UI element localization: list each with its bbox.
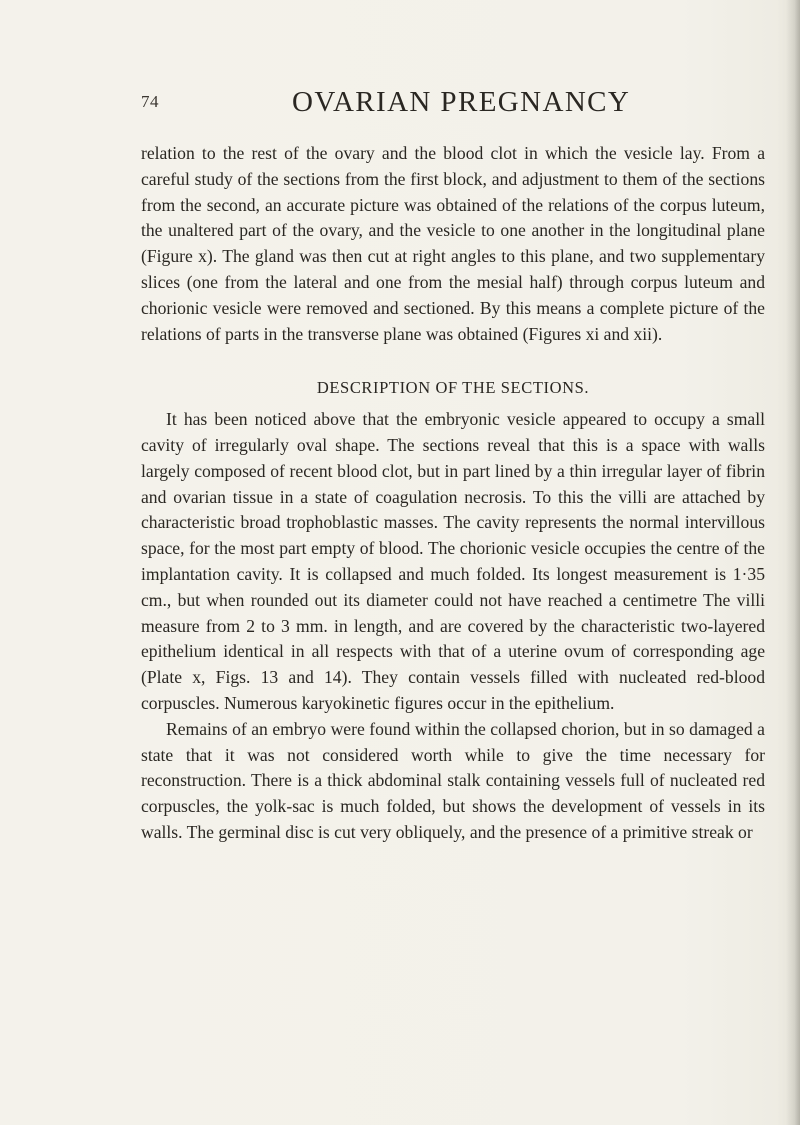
page-number: 74	[141, 92, 159, 111]
running-head-title: OVARIAN PREGNANCY	[292, 86, 631, 118]
page-header	[0, 86, 800, 126]
paragraph-continuation: relation to the rest of the ovary and the blood clot in which the vesicle lay. From a careful study of the sections from the first block, and adjustment to them of the sections from the second, an accurate picture was obtained of the relations of the corpus luteum, the unaltered part of the ovary, and the vesicle to one another in the longitudinal plane (Figure x). The gland was then cut at right angles to this plane, and two supplementary slices (one from the lateral and one from the mesial half) through corpus luteum and chorionic vesicle were removed and sectioned. By this means a complete picture of the relations of parts in the transverse plane was obtained (Figures xi and xii).	[141, 143, 765, 344]
paragraph-description: It has been noticed above that the embryonic vesicle appeared to occupy a small cavity of irregularly oval shape. The sections reveal that this is a space with walls largely composed of recent blood clot, but in part lined by a thin irregular layer of fibrin and ovarian tissue in a state of coagulation necrosis. To this the villi are attached by characteristic broad trophoblastic masses. The cavity represents the normal intervillous space, for the most part empty of blood. The chorionic vesicle occupies the centre of the implantation cavity. It is collapsed and much folded. Its longest measurement is 1·35 cm., but when rounded out its diameter could not have reached a centimetre The villi measure from 2 to 3 mm. in length, and are covered by the characteristic two-layered epithelium identical in all respects with that of a uterine ovum of corresponding age (Plate x, Figs. 13 and 14). They contain vessels filled with nucleated red-blood corpuscles. Numerous karyokinetic figures occur in the epithelium.	[141, 409, 765, 713]
paragraph-embryo-remains: Remains of an embryo were found within the collapsed chorion, but in so damaged a state that it was not considered worth while to give the time necessary for reconstruction. There is a thick abdominal stalk containing vessels full of nucleated red corpuscles, the yolk-sac is much folded, but shows the development of vessels in its walls. The germinal disc is cut very obliquely, and the presence of a primitive streak or	[141, 718, 765, 842]
body-text	[141, 141, 765, 846]
section-heading: DESCRIPTION OF THE SECTIONS.	[316, 378, 590, 398]
page-edge-shadow	[786, 0, 800, 1125]
